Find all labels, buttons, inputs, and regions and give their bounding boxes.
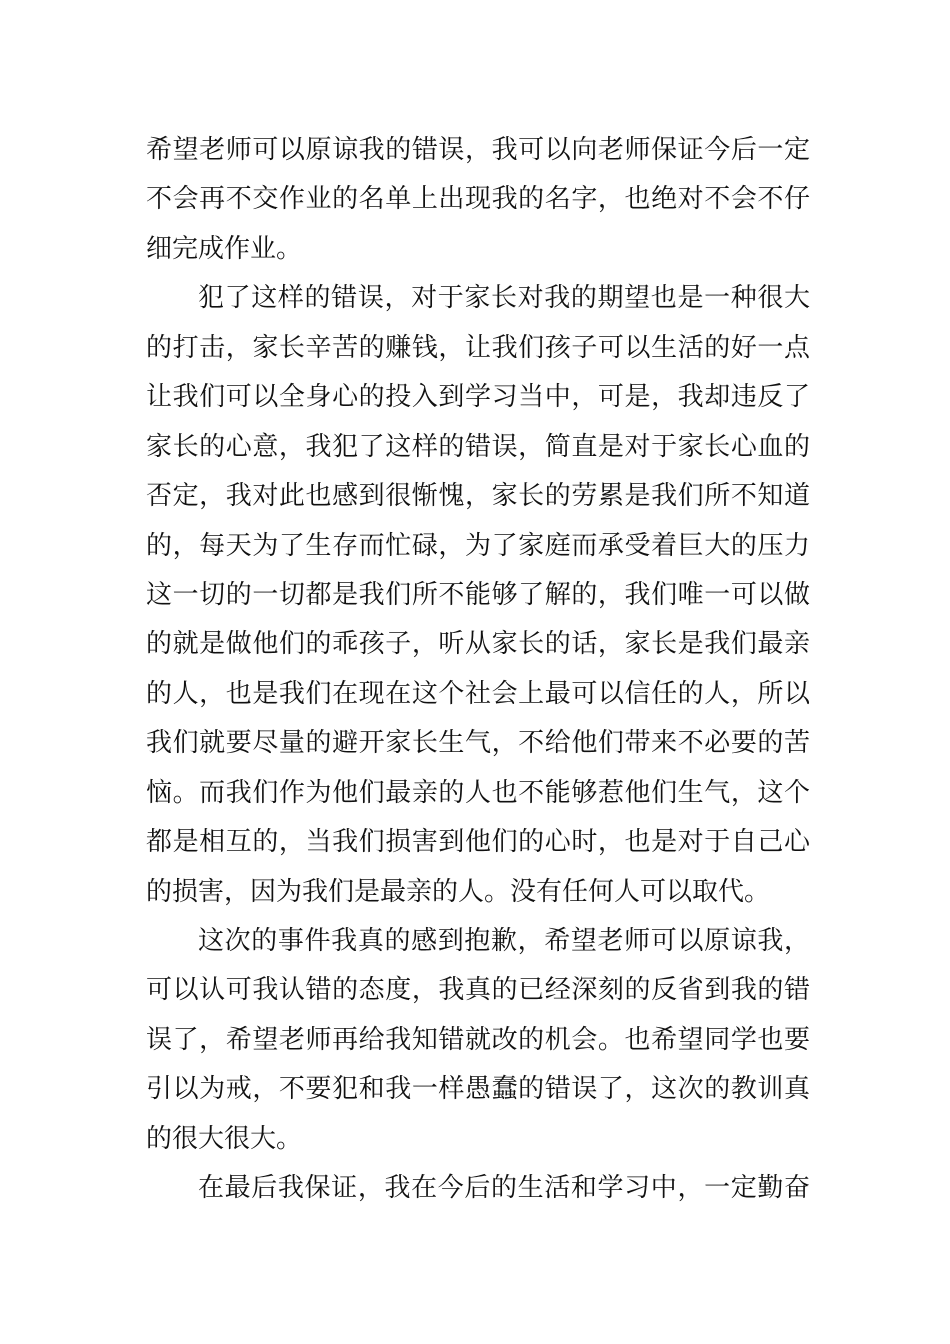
text-line: 让我们可以全身心的投入到学习当中，可是，我却违反了 (146, 382, 810, 413)
text-line: 可以认可我认错的态度，我真的已经深刻的反省到我的错 (146, 975, 810, 1006)
text-line: 误了，希望老师再给我知错就改的机会。也希望同学也要 (146, 1024, 810, 1055)
paragraph (146, 274, 810, 917)
paragraph (146, 917, 810, 1164)
text-line: 这次的事件我真的感到抱歉，希望老师可以原谅我， (198, 926, 810, 956)
text-line: 希望老师可以原谅我的错误，我可以向老师保证今后一定 (146, 135, 810, 165)
text-line: 的，每天为了生存而忙碌，为了家庭而承受着巨大的压力 (146, 530, 810, 561)
text-line: 家长的心意，我犯了这样的错误，简直是对于家长心血的 (146, 431, 810, 462)
text-line: 的损害，因为我们是最亲的人。没有任何人可以取代。 (146, 876, 771, 907)
text-line: 都是相互的，当我们损害到他们的心时，也是对于自己心 (146, 827, 810, 858)
text-line: 恼。而我们作为他们最亲的人也不能够惹他们生气，这个 (146, 777, 810, 808)
text-line: 细完成作业。 (146, 233, 303, 264)
text-line: 我们就要尽量的避开家长生气，不给他们带来不必要的苦 (146, 728, 810, 759)
text-line: 的很大很大。 (146, 1123, 303, 1154)
text-line: 这一切的一切都是我们所不能够了解的，我们唯一可以做 (146, 579, 810, 610)
text-line: 的打击，家长辛苦的赚钱，让我们孩子可以生活的好一点 (146, 332, 810, 363)
text-line: 否定，我对此也感到很惭愧，家长的劳累是我们所不知道 (146, 481, 810, 512)
text-line: 不会再不交作业的名单上出现我的名字，也绝对不会不仔 (146, 184, 810, 215)
text-line: 犯了这样的错误，对于家长对我的期望也是一种很大 (198, 283, 810, 314)
text-line: 的人，也是我们在现在这个社会上最可以信任的人，所以 (146, 678, 810, 709)
text-line: 引以为戒，不要犯和我一样愚蠢的错误了，这次的教训真 (146, 1074, 810, 1105)
paragraph (146, 126, 810, 274)
text-line: 的就是做他们的乖孩子，听从家长的话，家长是我们最亲 (146, 629, 810, 660)
paragraph (146, 1164, 810, 1213)
document-body (146, 126, 810, 1214)
text-line: 在最后我保证，我在今后的生活和学习中，一定勤奋 (198, 1173, 810, 1204)
